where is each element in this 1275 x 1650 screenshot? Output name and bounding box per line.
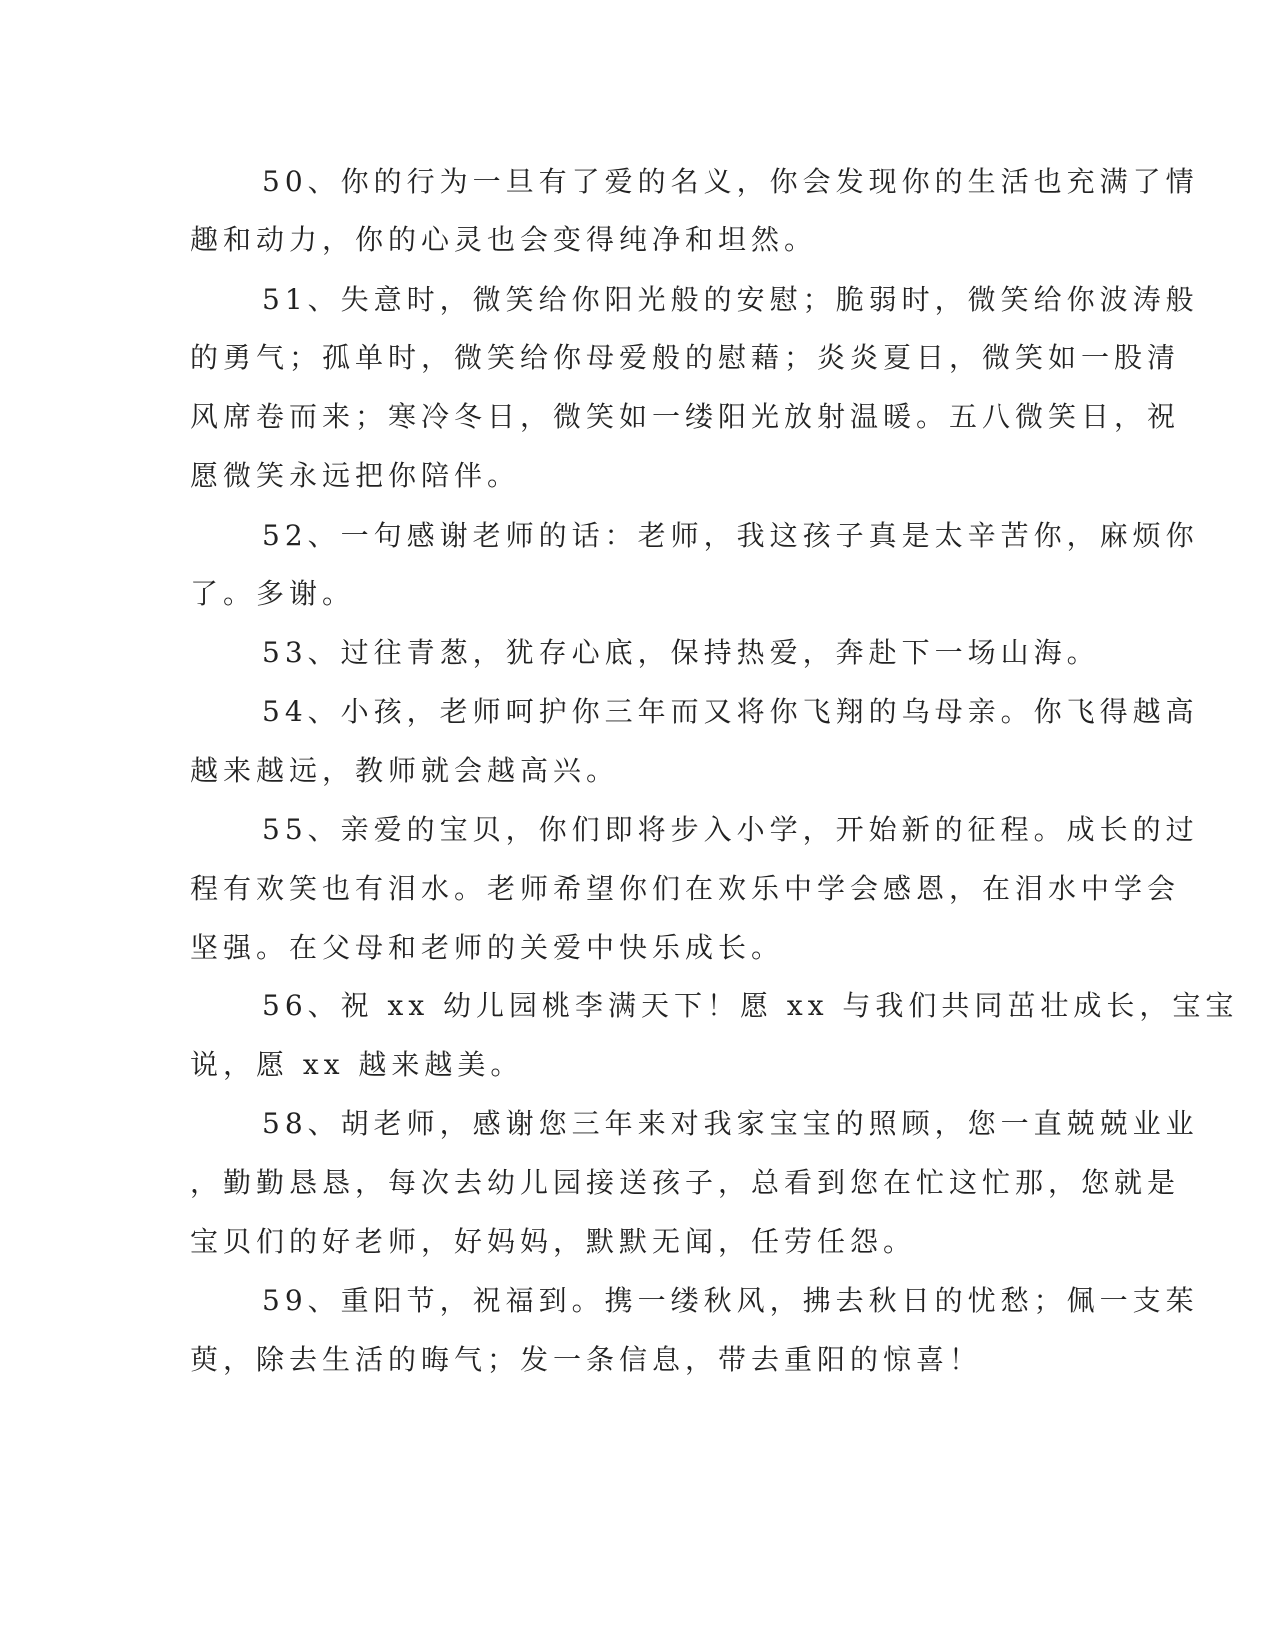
paragraph-55-line-2: 程有欢笑也有泪水。老师希望你们在欢乐中学会感恩，在泪水中学会: [190, 872, 1181, 905]
paragraph-52-line-1: 52、一句感谢老师的话：老师，我这孩子真是太辛苦你，麻烦你: [262, 519, 1199, 552]
paragraph-51-line-3: 风席卷而来；寒冷冬日，微笑如一缕阳光放射温暖。五八微笑日，祝: [190, 400, 1181, 433]
paragraph-56-line-1: 56、祝 xx 幼儿园桃李满天下！愿 xx 与我们共同茁壮成长，宝宝: [262, 989, 1239, 1022]
paragraph-56-line-2: 说，愿 xx 越来越美。: [190, 1048, 524, 1081]
paragraph-51-line-1: 51、失意时，微笑给你阳光般的安慰；脆弱时，微笑给你波涛般: [262, 283, 1199, 316]
paragraph-51-line-2: 的勇气；孤单时，微笑给你母爱般的慰藉；炎炎夏日，微笑如一股清: [190, 341, 1181, 374]
paragraph-54-line-1: 54、小孩，老师呵护你三年而又将你飞翔的乌母亲。你飞得越高: [262, 695, 1199, 728]
paragraph-59-line-2: 萸，除去生活的晦气；发一条信息，带去重阳的惊喜！: [190, 1343, 983, 1376]
paragraph-50-line-1: 50、你的行为一旦有了爱的名义，你会发现你的生活也充满了情: [262, 165, 1199, 198]
paragraph-53-line-1: 53、过往青葱，犹存心底，保持热爱，奔赴下一场山海。: [262, 636, 1100, 669]
paragraph-51-line-4: 愿微笑永远把你陪伴。: [190, 459, 521, 492]
paragraph-58-line-1: 58、胡老师，感谢您三年来对我家宝宝的照顾，您一直兢兢业业: [262, 1107, 1199, 1140]
paragraph-52-line-2: 了。多谢。: [190, 577, 356, 610]
paragraph-55-line-3: 坚强。在父母和老师的关爱中快乐成长。: [190, 931, 785, 964]
paragraph-55-line-1: 55、亲爱的宝贝，你们即将步入小学，开始新的征程。成长的过: [262, 813, 1199, 846]
paragraph-58-line-2: ，勤勤恳恳，每次去幼儿园接送孩子，总看到您在忙这忙那，您就是: [190, 1166, 1181, 1199]
paragraph-58-line-3: 宝贝们的好老师，好妈妈，默默无闻，任劳任怨。: [190, 1225, 917, 1258]
paragraph-59-line-1: 59、重阳节，祝福到。携一缕秋风，拂去秋日的忧愁；佩一支茱: [262, 1284, 1199, 1317]
paragraph-54-line-2: 越来越远，教师就会越高兴。: [190, 754, 620, 787]
paragraph-50-line-2: 趣和动力，你的心灵也会变得纯净和坦然。: [190, 223, 818, 256]
